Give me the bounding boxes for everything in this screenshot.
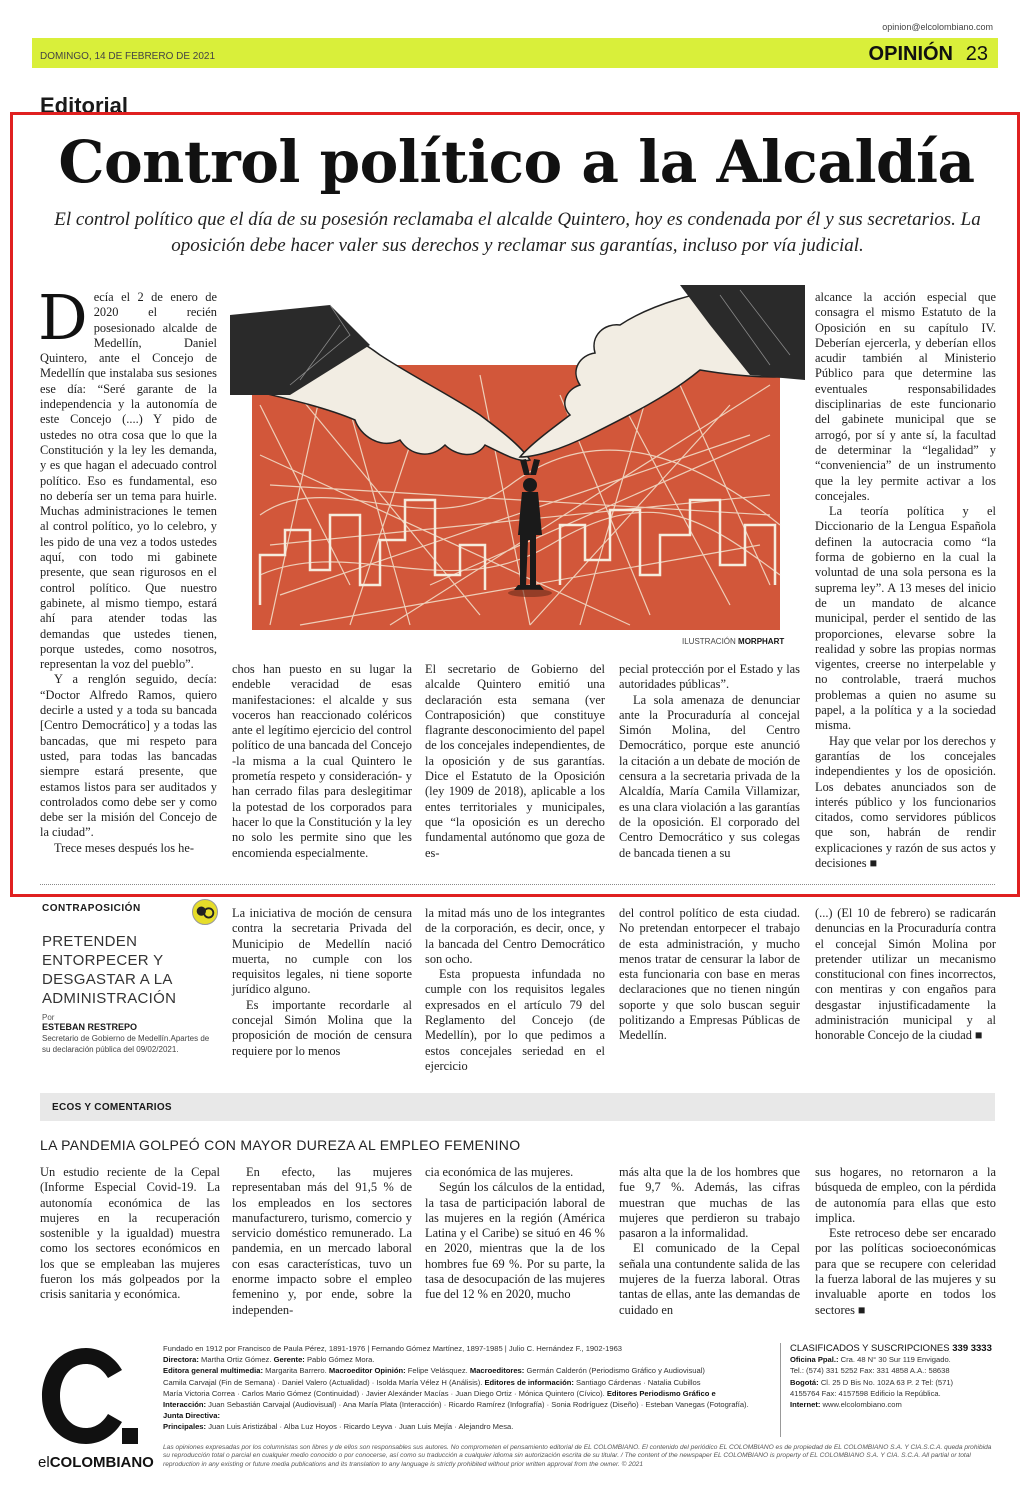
editorial-kicker: Editorial xyxy=(40,93,129,114)
paragraph: Esta propuesta infundada no cumple con los requisitos legales expresados en el artículo 79 del Reglamento del Concejo (de Medellín), por lo que pedimos a estos concejales seriedad en el ejercicio xyxy=(425,967,605,1073)
office-label: Oficina Ppal.: xyxy=(790,1355,839,1365)
figure-shadow xyxy=(508,589,552,597)
paragraph: Según los cálculos de la entidad, la tasa de participación laboral de las mujeres en la región (América Latina y el Caribe) se situó en 46 % en 2020, mientras que la de los hombres fue 69 %. Por su parte, la tasa de desocupación de las mujeres fue del 12 % en 2020, mucho xyxy=(425,1180,605,1302)
editorial-illustration xyxy=(230,285,805,635)
bogota-line xyxy=(790,1377,1000,1388)
paragraph: pecial protección por el Estado y las autoridades públicas”. xyxy=(619,662,800,692)
issue-date: DOMINGO, 14 DE FEBRERO DE 2021 xyxy=(40,51,216,62)
paragraph: del control político de esta ciudad. No pretendan entorpecer el trabajo de esta administración, y mucho menos tratar de censurar la labor de esta funcionaria con base en meras declaraciones que no tienen ningún soporte y que solo buscan seguir politizando a Empresas Públicas de Medellín. xyxy=(619,906,800,1043)
paragraph: En efecto, las mujeres representaban más del 91,5 % de los empleados en los sectores manufacturero, turismo, comercio y servicio doméstico remunerado. La pandemia, en un mercado laboral con esas características, tuvo un enorme impacto sobre el empleo femenino y, por ende, sobre la independen- xyxy=(232,1165,412,1317)
classifieds-phone[interactable]: 339 3333 xyxy=(952,1343,992,1354)
drop-cap: D xyxy=(38,281,88,354)
credit-label: Macroeditor Opinión: xyxy=(328,1366,406,1376)
paragraph: más alta que la de los hombres que fue 9,7 %. Además, las cifras muestran que muchas de las mujeres que perdieron su trabajo pasaron a la informalidad. xyxy=(619,1165,800,1241)
masthead-credits xyxy=(163,1343,778,1433)
board-line xyxy=(163,1410,778,1421)
paragraph: chos han puesto en su lugar la endeble veracidad de esas manifestaciones: el alcalde y sus voceros han reaccionado coléricos ante el legítimo ejercicio del control político de una bancada del Concejo -la misma a la cual Quintero le prometía respeto y consideración- y han cerrado filas para deslegitimar la potestad de los corporados para hacer lo que la Constitución y la ley no solo les permite sino que les encomienda especialmente. xyxy=(232,662,412,860)
byline-role: Secretario de Gobierno de Medellín.Apartes de su declaración pública del 09/02/2021. xyxy=(42,1034,210,1054)
paragraph: La iniciativa de moción de censura contra la secretaria Privada del Municipio de Medellín nació muerta, no cumple con los requisitos legales, ni tiene soporte jurídico alguno. xyxy=(232,906,412,997)
ecos-column-1 xyxy=(40,1165,220,1303)
paragraph: Un estudio reciente de la Cepal (Informe Especial Covid-19. La autonomía económica de las mujeres en la recuperación sostenible y la igualdad) muestra como los sectores económicos en los que se empleaban las mujeres fueron los más golpeados por la crisis sanitaria y económica. xyxy=(40,1165,220,1302)
contraposicion-title: PRETENDEN ENTORPECER Y DESGASTAR A LA ADMINISTRACIÓN xyxy=(42,933,177,1007)
contraposicion-column-1 xyxy=(232,906,412,1059)
credit-value: Camila Carvajal (Fin de Semana) · Daniel Valero (Actualidad) · Isolda María Vélez H (Análisis). xyxy=(163,1377,483,1387)
editors-line xyxy=(163,1377,778,1388)
ecos-column-5 xyxy=(815,1165,996,1318)
credit-label: Directora: xyxy=(163,1355,199,1365)
credit-label: Principales: xyxy=(163,1422,207,1432)
section-divider xyxy=(40,884,995,885)
editorial-column-4 xyxy=(619,662,800,861)
editorial-column-1 xyxy=(38,281,217,856)
section-name: OPINIÓN xyxy=(868,43,953,65)
ecos-column-4 xyxy=(619,1165,800,1318)
credit-value: Germán Calderón (Periodismo Gráfico y Audiovisual) xyxy=(526,1366,705,1376)
credit-label: Editores Periodismo Gráfico e xyxy=(606,1388,716,1398)
board-members-line xyxy=(163,1421,778,1432)
newspaper-logo-wordmark[interactable] xyxy=(38,1454,154,1471)
internet-label: Internet: xyxy=(790,1400,821,1410)
credit-value: Martha Ortiz Gómez. xyxy=(201,1355,272,1365)
illustration-credit xyxy=(682,637,784,646)
paragraph: Este retroceso debe ser encarado por las políticas socioeconómicas para que se recupere con celeridad la fuerza laboral de las mujeres y su invaluable aporte en todos los sectores ■ xyxy=(815,1226,996,1317)
office-address: Cra. 48 N° 30 Sur 119 Envigado. xyxy=(840,1355,951,1365)
directors-line xyxy=(163,1354,778,1365)
editors-line xyxy=(163,1388,778,1399)
bogota-phones: 4155764 Fax: 4157598 Edificio la República. xyxy=(790,1388,941,1398)
founders-line: Fundado en 1912 por Francisco de Paula Pérez, 1891-1976 | Fernando Gómez Martínez, 1897-1985 | Julio C. Hernández F., 1902-1963 xyxy=(163,1344,623,1353)
credit-label: Editora general multimedia: xyxy=(163,1366,264,1376)
office-line xyxy=(790,1354,1000,1365)
contact-email[interactable]: opinion@elcolombiano.com xyxy=(882,22,993,32)
credit-label: Junta Directiva: xyxy=(163,1411,220,1421)
paragraph: la mitad más uno de los integrantes de la corporación, es decir, once, y la bancada del Centro Democrático son ocho. xyxy=(425,906,605,966)
contraposicion-column-3 xyxy=(619,906,800,1044)
classifieds-heading xyxy=(790,1343,1000,1354)
office-phones: Tel.: (574) 331 5252 Fax: 331 4858 A.A.: 58638 xyxy=(790,1366,950,1376)
paragraph: La sola amenaza de denunciar ante la Procuraduría al concejal Simón Molina, del Centro Democrático, porque este anunció la citación a un debate de moción de censura a la secretaria privada de la Alcaldía, María Camila Villamizar, es una clara violación a las garantías de la oposición. El corporado del Centro Democrático y sus colegas de bancada tienen a su xyxy=(619,692,800,860)
classifieds-contact xyxy=(790,1343,1000,1410)
ecos-title: LA PANDEMIA GOLPEÓ CON MAYOR DUREZA AL EMPLEO FEMENINO xyxy=(40,1137,521,1153)
credit-label: Gerente: xyxy=(273,1355,305,1365)
bogota-address: Cl. 25 D Bis No. 102A 63 P. 2 Tel: (571) xyxy=(820,1377,954,1387)
credit-value: Felipe Velásquez. xyxy=(407,1366,468,1376)
paragraph: sus hogares, no retornaron a la búsqueda de empleo, con la pérdida de autonomía para ellas que esto implica. xyxy=(815,1165,996,1225)
logo-name: COLOMBIANO xyxy=(49,1454,154,1471)
paragraph: El secretario de Gobierno del alcalde Quintero emitió una declaración esta semana (ver Contraposición) que constituye flagrante desconocimiento del papel de los concejales independientes, de la oposición y de sus garantías. Dice el Estatuto de la Oposición (ley 1909 de 2018), aplicable a los entes territoriales y municipales, que “la oposición es un derecho fundamental autónomo que goza de es- xyxy=(425,662,605,860)
editorial-column-5 xyxy=(815,290,996,871)
internet-line xyxy=(790,1399,1000,1410)
paragraph: Trece meses después los he- xyxy=(54,840,194,855)
paragraph: Hay que velar por los derechos y garantías de los concejales independientes y los de oposición. Los debates anunciados son de interés público y los funcionarios citados, como servidores públicos que son, habrán de rendir explicaciones y razón de sus actos y decisiones ■ xyxy=(815,733,996,870)
paragraph: Es importante recordarle al concejal Simón Molina que la proposición de moción de censura requiere por lo menos xyxy=(232,997,412,1058)
section-header-bar xyxy=(32,38,998,68)
contraposicion-column-2 xyxy=(425,906,605,1074)
credit-label: Macroeditores: xyxy=(469,1366,525,1376)
logo-prefix: el xyxy=(38,1454,50,1471)
ecos-label: ECOS Y COMENTARIOS xyxy=(52,1102,172,1113)
ecos-section-bar xyxy=(40,1093,995,1121)
classifieds-title: CLASIFICADOS Y SUSCRIPCIONES xyxy=(790,1343,950,1354)
newspaper-logo-mark[interactable] xyxy=(34,1340,144,1452)
paragraph: cia económica de las mujeres. xyxy=(425,1165,574,1179)
credit-value: Margarita Barrero. xyxy=(265,1366,327,1376)
footer-divider xyxy=(780,1343,781,1437)
paragraph: (...) (El 10 de febrero) se radicarán denuncias en la Procuraduría contra el concejal Simón Molina por pretender utilizar un mecanismo constitucional con fines incorrectos, con mentiras y con engaños para desgastar injustificadamente la administración municipal y al honorable Concejo de la ciudad ■ xyxy=(815,906,996,1043)
website-link[interactable]: www.elcolombiano.com xyxy=(822,1400,902,1410)
paragraph: alcance la acción especial que consagra el mismo Estatuto de la Oposición en su capítulo IV. Deberían ejercerla, y deberían ellos acudir también al Ministerio Público para que determine las eventuales responsabilidades disciplinarias de este funcionario del gabinete municipal que se arrogó, por sí y ante sí, la facultad de determinar la “legalidad” y “conveniencia” de un instrumento que la ley permite activar a los concejales. xyxy=(815,290,996,503)
paragraph: ecía el 2 de enero de 2020 el recién posesionado alcalde de Medellín, Daniel Quintero, ante el Concejo de Medellín que instalaba sus sesiones ese día: “Seré garante de la independencia y la autonomía de este Concejo (....) Y pido de ustedes no otra cosa que lo que la Constitución y la ley les demanda, y es que hagan el adecuado control político. Eso es fundamental, eso no debería ser un tema para huirle. Muchas administraciones le temen al control político, yo lo celebro, y les pido de una vez a todos ustedes aquí, con todo mi gabinete presente, que sean rigurosos en el control político. Que nuestro gabinete, al mismo tiempo, estará ahí para atender todas las demandas que ustedes tienen, porque ustedes, como nosotros, representan la voz del pueblo”. xyxy=(40,290,217,672)
credit-label: Interacción: xyxy=(163,1400,207,1410)
ecos-column-2 xyxy=(232,1165,412,1318)
bogota-label: Bogotá: xyxy=(790,1377,819,1387)
editorial-deck: El control político que el día de su posesión reclamaba el alcalde Quintero, hoy es condenada por él y sus secretarios. La oposición debe hacer valer sus derechos y reclamar sus garantías, incluso por vía judicial. xyxy=(54,209,981,256)
legal-disclaimer: Las opiniones expresadas por los columnistas son libres y de ellos son responsables sus autores. No comprometen el pensamiento editorial de EL COLOMBIANO. El contenido del periódico EL COLOMBIANO es de propiedad de EL COLOMBIANO S.A. Y CIA.S.C.A. queda prohibida su reproducción total o parcial en cualquier medio conocido o por conocerse, así como su traducción a cualquier idioma sin autorización escrita de su titular. / The content of the newspaper EL COLOMBIANO is property of EL COLOMBIANO S.A. Y CIA. S.C.A. All partial or total reproduction in any existing or future media publications and its translation to any language is strictly prohibited without prior written approval from the owner. © 2021 xyxy=(163,1444,992,1468)
ecos-column-3 xyxy=(425,1165,605,1303)
paragraph: El comunicado de la Cepal señala una contundente salida de las mujeres de la fuerza laboral. Otras tantas de ellas, ante las demandas de cuidado en xyxy=(619,1241,800,1317)
byline-author: ESTEBAN RESTREPO xyxy=(42,1022,138,1032)
editorial-headline: Control político a la Alcaldía xyxy=(58,128,975,196)
credit-label: ILUSTRACIÓN xyxy=(682,637,736,646)
credit-value: María Victoria Correa · Carlos Mario Gómez (Continuidad) · Javier Alexánder Macías · Juan Diego Ortiz · Mónica Quintero (Cívico). xyxy=(163,1388,605,1398)
contraposicion-icon xyxy=(192,899,218,925)
credit-artist: MORPHART xyxy=(738,637,785,646)
paragraph: La teoría política y el Diccionario de la Lengua Española definen la autocracia como “la forma de gobierno en la cual la voluntad de una sola persona es la suprema ley”. A 13 meses del inicio de un mandato de alcance municipal, perder el sentido de las proporciones, elevarse sobre la realidad y sobre las propias normas vigentes, creerse no interpelable y no controlable, traerá muchos problemas a quien no asume su papel, a la política y a la sociedad misma. xyxy=(815,504,996,733)
editors-line xyxy=(163,1399,778,1410)
credit-label: Editores de información: xyxy=(484,1377,574,1387)
page-number: 23 xyxy=(965,43,988,65)
credit-value: Santiago Cárdenas · Natalia Cubillos xyxy=(576,1377,701,1387)
credit-value: Juan Luis Aristizábal · Alba Luz Hoyos · Ricardo Leyva · Juan Luis Mejía · Alejandro Mesa. xyxy=(208,1422,514,1432)
contraposicion-column-4 xyxy=(815,906,996,1044)
credit-value: Pablo Gómez Mora. xyxy=(306,1355,375,1365)
byline-prefix: Por xyxy=(42,1013,55,1022)
editorial-column-2 xyxy=(232,662,412,861)
editorial-column-3 xyxy=(425,662,605,861)
credit-value: Juan Sebastián Carvajal (Audiovisual) · Ana María Plata (Interacción) · Ricardo Ramírez (Infografía) · Sonia Rodríguez (Diseño) · Esteban Vanegas (Fotografía). xyxy=(208,1400,749,1410)
editors-line xyxy=(163,1365,778,1376)
contraposicion-label: CONTRAPOSICIÓN xyxy=(42,903,141,914)
paragraph: Y a renglón seguido, decía: “Doctor Alfredo Ramos, quiero decirle a usted y a toda su bancada [Centro Democrático] y a todas las bancadas, que mi respeto para usted, para todas las bancadas siempre estará presente, que estamos listos para ser auditados y controlados como debe ser y como debe ser la misión del Concejo de la ciudad”. xyxy=(40,672,217,840)
